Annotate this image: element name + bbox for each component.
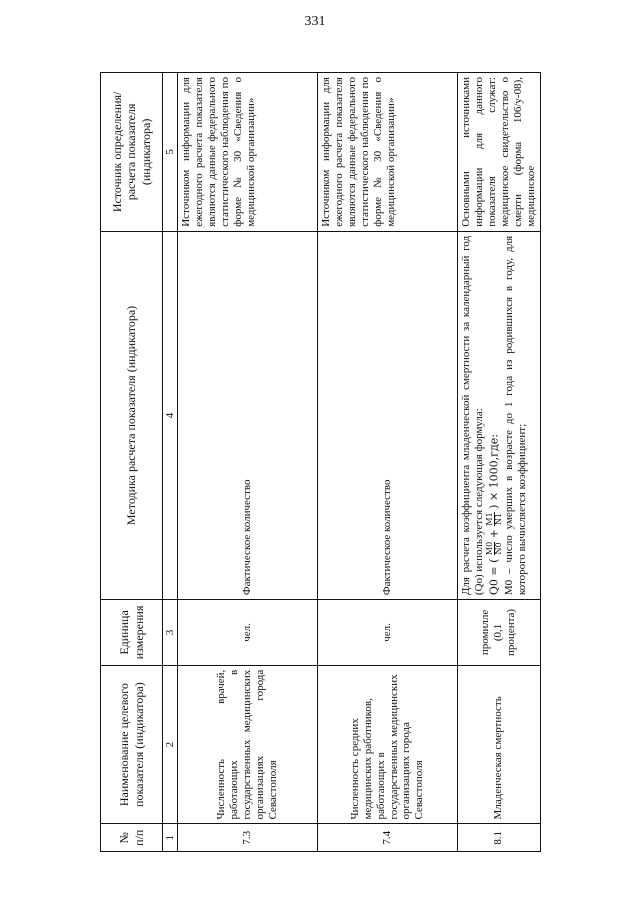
row-num: 8.1 [458, 824, 541, 852]
page-number: 331 [304, 14, 326, 29]
row-source: Источником информации для ежегодного расчета показателя являются данные федерального статистического наблюдения по форме № 30 «Сведения о медицинской организации» [178, 73, 318, 232]
table-row [178, 73, 318, 852]
method-intro: Для расчета коэффициента младенческой смертности за календарный год (Qo) используется следующая формула: [460, 235, 485, 596]
column-number: 2 [163, 665, 178, 824]
row-unit: чел. [318, 600, 458, 666]
indicators-table [100, 72, 541, 852]
row-name: Численность средних медицинских работников, работающих в государственных медицинских организациях города Севастополя [318, 665, 458, 824]
fraction-m1-n1: M1 N1 [484, 512, 503, 526]
column-number: 5 [163, 73, 178, 232]
method-definition: M0 – число умерших в возрасте до 1 года из родившихся в году, для которого вычисляется коэффициент; [502, 235, 528, 596]
fraction-m0-n0: M0 N0 [484, 541, 503, 556]
header-unit: Единица измерения [101, 600, 163, 666]
row-num: 7.3 [178, 824, 318, 852]
table-row [458, 73, 541, 852]
header-row [101, 73, 163, 852]
row-unit: чел. [178, 600, 318, 666]
row-source: Основными источниками информации для данного показателя служат: медицинское свидетельство о смерти (форма 106/у-08), медицинское [458, 73, 541, 232]
row-source: Источником информации для ежегодного расчета показателя являются данные федерального статистического наблюдения по форме № 30 «Сведения о медицинской организации» [318, 73, 458, 232]
infant-mortality-formula: Q0 = ( M0 N0 + M1 N1 ) × 1000,где: [484, 434, 503, 596]
rotated-table-container [100, 72, 537, 852]
row-method [458, 231, 541, 599]
column-number: 1 [163, 824, 178, 852]
table-row [318, 73, 458, 852]
column-number-row [163, 73, 178, 852]
row-method: Фактическое количество [318, 231, 458, 599]
column-number: 4 [163, 231, 178, 599]
row-unit: промилле (0,1 процента) [458, 600, 541, 666]
header-source: Источник определения/ расчета показателя (индикатора) [101, 73, 163, 232]
row-name: Численность врачей, работающих в государственных медицинских организациях города Севастополя [178, 665, 318, 824]
row-method: Фактическое количество [178, 231, 318, 599]
column-number: 3 [163, 600, 178, 666]
header-num: № п/п [101, 824, 163, 852]
row-num: 7.4 [318, 824, 458, 852]
header-method: Методика расчета показателя (индикатора) [101, 231, 163, 599]
header-name: Наименование целевого показателя (индикатора) [101, 665, 163, 824]
row-name: Младенческая смертность [458, 665, 541, 824]
